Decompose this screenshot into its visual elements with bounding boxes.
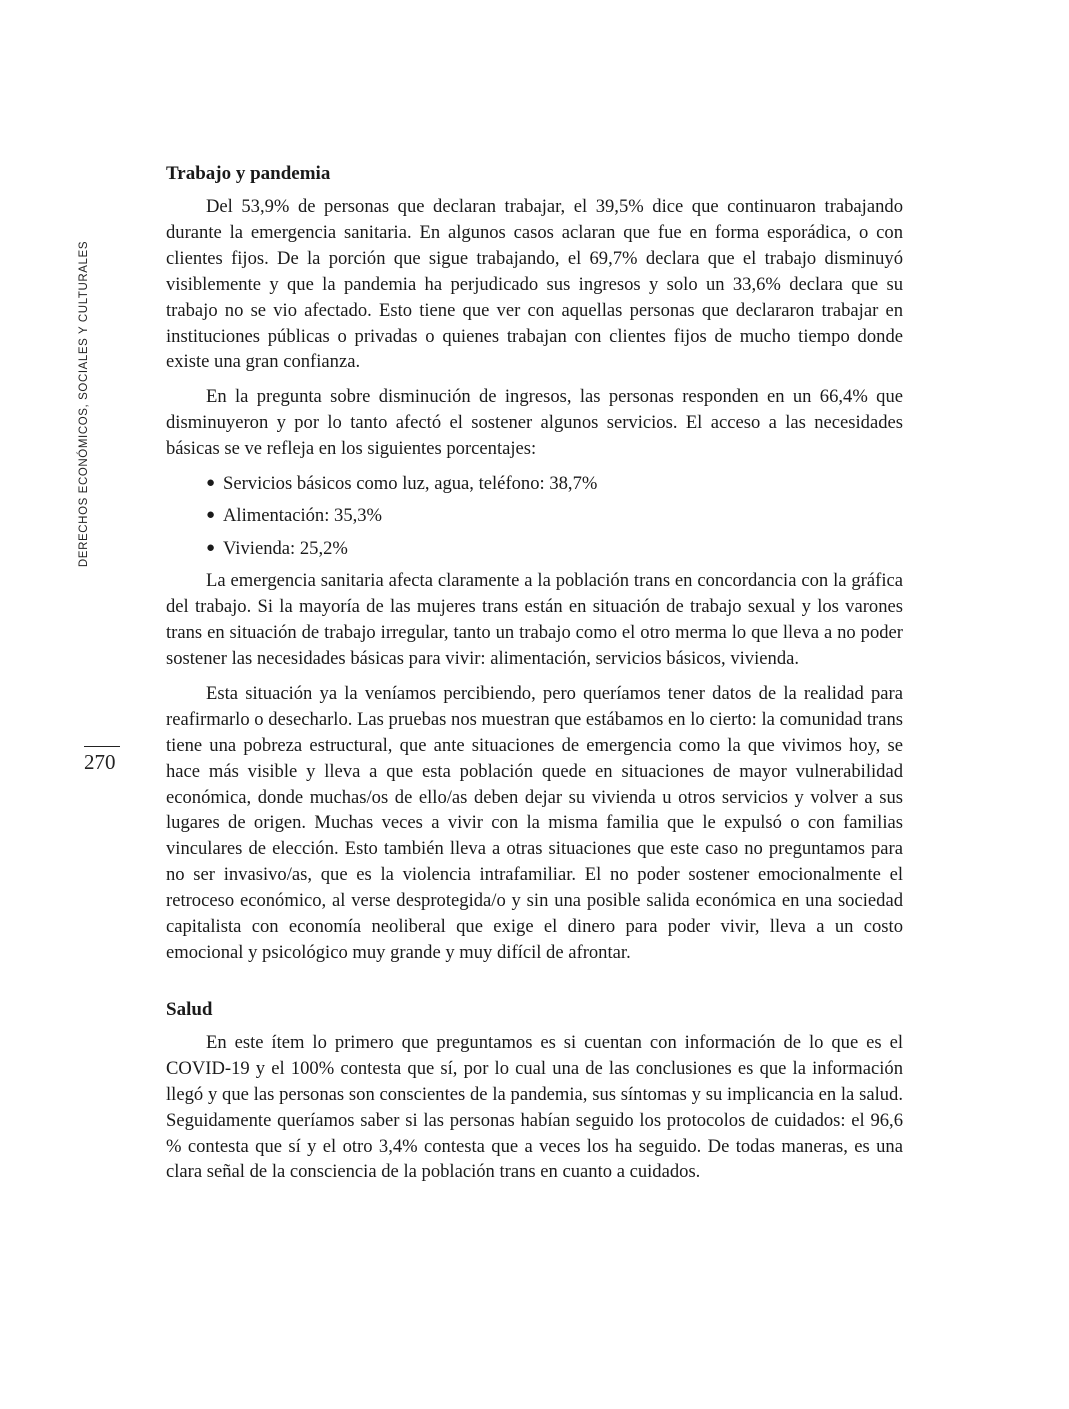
- paragraph: En la pregunta sobre disminución de ingresos, las personas responden en un 66,4% que disminuyeron y por lo tanto afectó el sostener algunos servicios. El acceso a las necesidades básicas se ve refleja en los siguientes porcentajes:: [166, 386, 903, 460]
- paragraph: La emergencia sanitaria afecta claramente a la población trans en concordancia con la gráfica del trabajo. Si la mayoría de las mujeres trans están en situación de trabajo sexual y los varones trans en situación de trabajo irregular, tanto un trabajo como el otro merma lo que lleva a no poder sostener las necesidades básicas para vivir: alimentación, servicios básicos, vivienda.: [166, 570, 903, 669]
- running-section-label: DERECHOS ECONÓMICOS, SOCIALES Y CULTURALES: [78, 240, 90, 568]
- section-heading-trabajo: Trabajo y pandemia: [166, 163, 331, 184]
- bullet-list: [166, 471, 903, 562]
- list-item-text: Servicios básicos como luz, agua, teléfono: 38,7%: [223, 473, 598, 495]
- list-item: [166, 471, 903, 497]
- bullet-icon: ●: [206, 539, 216, 556]
- page-body: [166, 160, 903, 1194]
- bullet-icon: ●: [206, 507, 216, 524]
- page-number: 270: [84, 750, 116, 774]
- paragraph: Del 53,9% de personas que declaran trabajar, el 39,5% dice que continuaron trabajando durante la emergencia sanitaria. En algunos casos aclaran que fue en forma esporádica, o con clientes fijos. De la porción que sigue trabajando, el 69,7% declara que el trabajo disminuyó visiblemente y que la pandemia ha perjudicado sus ingresos y solo un 33,6% declara que su trabajo no se vio afectado. Esto tiene que ver con aquellas personas que declararon trabajar en instituciones públicas o privadas o quienes trabajan con clientes fijos de mucho tiempo donde existe una gran confianza.: [166, 196, 903, 373]
- list-item-text: Alimentación: 35,3%: [223, 505, 383, 527]
- list-item: [166, 536, 903, 562]
- list-item-text: Vivienda: 25,2%: [223, 537, 348, 559]
- page-number-rule: [84, 746, 120, 747]
- bullet-icon: ●: [206, 475, 216, 492]
- paragraph: En este ítem lo primero que preguntamos es si cuentan con información de lo que es el COVID-19 y el 100% contesta que sí, por lo cual una de las conclusiones es que la información llegó y que las personas son conscientes de la pandemia, sus síntomas y su implicancia en la salud. Seguidamente queríamos saber si las personas habían seguido los protocolos de cuidados: el 96,6 % contesta que sí y el otro 3,4% contesta que a veces los ha seguido. De todas maneras, es una clara señal de la consciencia de la población trans en cuanto a cuidados.: [166, 1031, 903, 1183]
- list-item: [166, 503, 903, 529]
- section-heading-salud: Salud: [166, 998, 213, 1020]
- paragraph: Esta situación ya la veníamos percibiendo, pero queríamos tener datos de la realidad para reafirmarlo o desecharlo. Las pruebas nos muestran que estábamos en lo cierto: la comunidad trans tiene una pobreza estructural, que ante situaciones de emergencia como la que vivimos hoy, se hace más visible y lleva a que esta población quede en situaciones de mayor vulnerabilidad económica, donde muchas/os de ello/as deben dejar su vivienda u otros servicios y volver a sus lugares de origen. Muchas veces a vivir con la misma familia que le expulsó o con familias vinculares de elección. Esto también lleva a otras situaciones que este caso no preguntamos para no ser invasivo/as, que es la violencia intrafamiliar. El no poder sostener emocionalmente el retroceso económico, al verse desprotegida/o y sin una posible salida económica en una sociedad capitalista con economía neoliberal que exige el dinero para poder vivir, lleva a un costo emocional y psicológico muy grande y muy difícil de afrontar.: [166, 682, 903, 963]
